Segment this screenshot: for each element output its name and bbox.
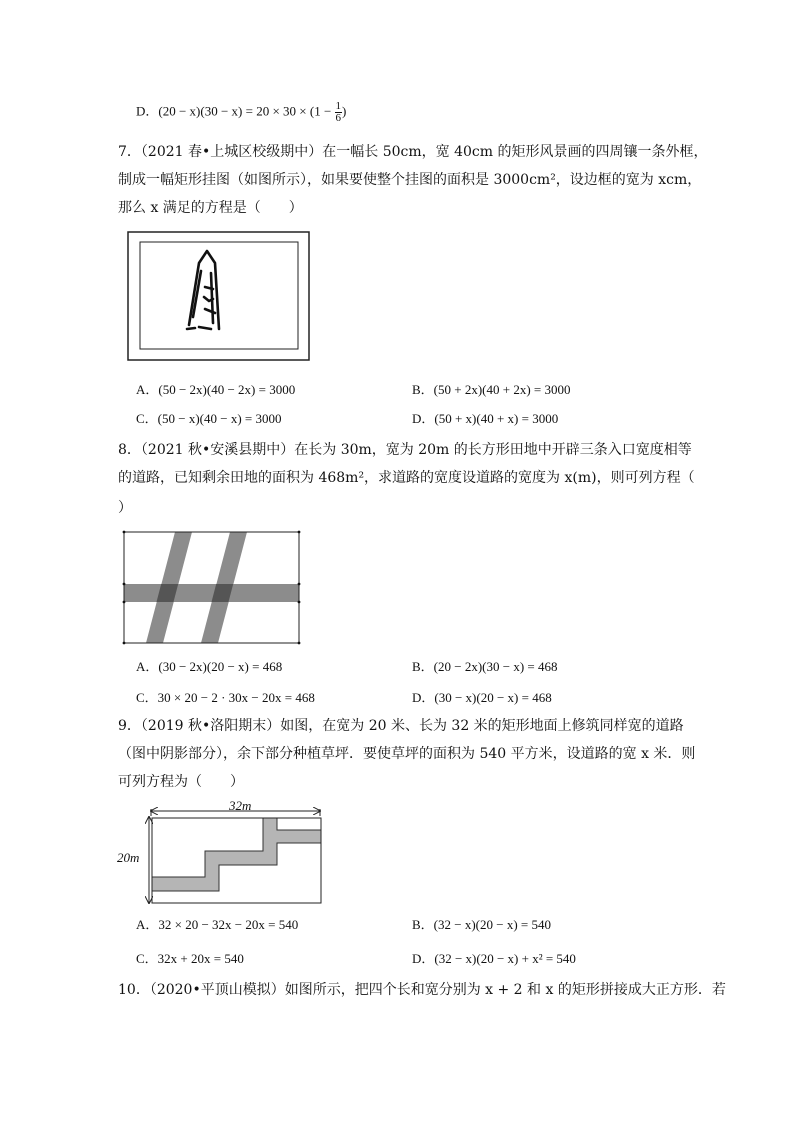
q8-horizontal-road xyxy=(124,584,299,602)
q7-option-a: A．(50 − 2x)(40 − 2x) = 3000 xyxy=(136,382,296,397)
q8-stem-line-2: 的道路，已知剩余田地的面积为 468m²，求道路的宽度设道路的宽度为 x(m)，则可列方程（ xyxy=(118,470,695,486)
q9-length-label: 32m xyxy=(229,798,252,813)
q6-option-d-close: ) xyxy=(342,103,347,119)
q6-fraction-numerator: 1 xyxy=(335,100,342,112)
q9-staircase-road xyxy=(152,818,321,891)
q9-stem-line-2: （图中阴影部分），余下部分种植草坪．要使草坪的面积为 540 平方米，设道路的宽 x 米．则 xyxy=(118,746,696,762)
q9-stem-line-1: 9．（2019 秋•洛阳期末）如图，在宽为 20 米、长为 32 米的矩形地面上修筑同样宽的道路 xyxy=(118,718,684,734)
q7-inner-picture xyxy=(140,242,298,349)
q7-outer-frame xyxy=(128,232,309,360)
q8-option-c: C．30 × 20 − 2 · 30x − 20x = 468 xyxy=(136,690,315,705)
q6-fraction xyxy=(335,101,343,124)
q7-option-b: B．(50 + 2x)(40 + 2x) = 3000 xyxy=(412,382,571,397)
q7-framed-picture-figure xyxy=(127,231,311,362)
q6-option-d-expression: (20 − x)(30 − x) = 20 × 30 × (1 − xyxy=(158,103,332,119)
q9-width-label: 20m xyxy=(117,850,140,865)
q9-option-d: D．(32 − x)(20 − x) + x² = 540 xyxy=(412,951,576,966)
q8-option-b: B．(20 − 2x)(30 − x) = 468 xyxy=(412,659,558,674)
q7-option-d: D．(50 + x)(40 + x) = 3000 xyxy=(412,411,559,426)
q8-stem-line-3: ） xyxy=(118,500,132,516)
q7-stem-line-1: 7．（2021 春•上城区校级期中）在一幅长 50cm，宽 40cm 的矩形风景画的四周镶一条外框， xyxy=(118,144,708,160)
q8-stem-line-1: 8．（2021 秋•安溪县期中）在长为 30m，宽为 20m 的长方形田地中开辟三条入口宽度相等 xyxy=(118,442,692,458)
q10-stem-line-1: 10．（2020•平顶山模拟）如图所示，把四个长和宽分别为 x + 2 和 x 的矩形拼接成大正方形．若 xyxy=(118,982,726,998)
q9-option-c: C．32x + 20x = 540 xyxy=(136,951,244,966)
q7-stem-line-3: 那么 x 满足的方程是（ ） xyxy=(118,200,303,216)
q7-tower-sketch xyxy=(187,251,219,329)
q6-fraction-denominator: 6 xyxy=(335,112,342,124)
q8-option-a: A．(30 − 2x)(20 − x) = 468 xyxy=(136,659,283,674)
q8-option-d: D．(30 − x)(20 − x) = 468 xyxy=(412,690,552,705)
q6-option-d xyxy=(136,101,346,124)
q9-option-a: A．32 × 20 − 32x − 20x = 540 xyxy=(136,917,299,932)
q9-lawn-roads-figure xyxy=(138,806,328,906)
q8-field-roads-figure xyxy=(122,530,302,646)
q7-option-c: C．(50 − x)(40 − x) = 3000 xyxy=(136,411,282,426)
q9-stem-line-3: 可列方程为（ ） xyxy=(118,774,244,790)
q7-stem-line-2: 制成一幅矩形挂图（如图所示），如果要使整个挂图的面积是 3000cm²，设边框的宽为 xcm， xyxy=(118,172,702,188)
q9-option-b: B．(32 − x)(20 − x) = 540 xyxy=(412,917,551,932)
q6-option-d-label: D． xyxy=(136,103,159,119)
